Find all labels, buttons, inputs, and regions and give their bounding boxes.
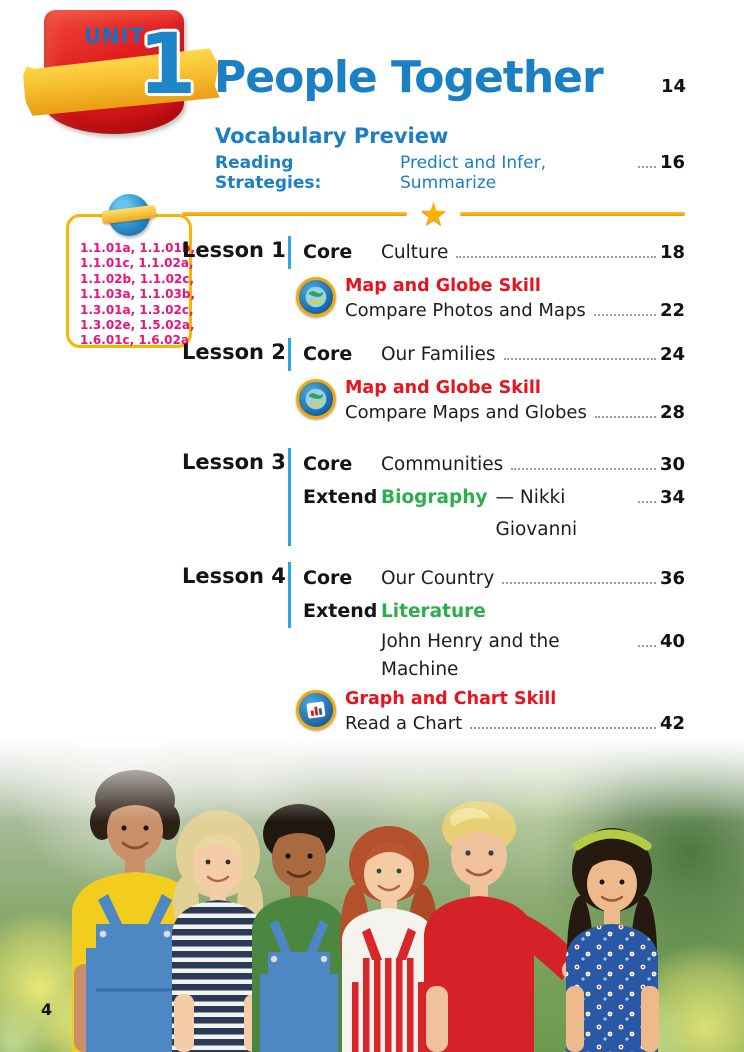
divider-line [182,212,407,216]
toc-entry-page: 40 [659,631,685,652]
children-photo [0,742,744,1052]
toc-entry-page: 28 [659,402,685,423]
skill-block [296,377,685,426]
unit-badge [44,10,197,134]
skill-entry: Read a Chart [345,713,463,734]
extend-tag: Extend [303,486,378,508]
dot-leader [638,166,656,168]
core-tag: Core [303,343,353,365]
lesson-2-row [182,338,685,371]
graph-and-chart-skill-icon [296,690,336,730]
skill-block [296,275,685,324]
child-girl-red-overalls [340,826,438,1052]
map-and-globe-skill-icon [296,379,336,419]
globe-icon [108,194,150,236]
extend-tag: Extend [303,600,378,622]
toc-entry-page: 36 [659,568,685,589]
toc-entry-title: Communities [381,454,504,475]
toc-entry-genre: Biography [381,487,488,508]
map-and-globe-skill-icon [296,277,336,317]
standards-codes: 1.3.01a, 1.3.02c, [80,302,194,317]
toc-subentry-row [381,628,685,684]
skill-block [296,688,685,737]
dot-leader [470,727,656,729]
dot-leader [504,358,656,360]
toc-entry-page: 34 [659,487,685,508]
dot-leader [638,501,656,503]
table-of-contents [182,236,685,825]
standards-codes: 1.1.01a, 1.1.01b, [80,241,196,255]
star-icon: ★ [419,195,448,233]
lesson-2-label: Lesson 2 [182,340,286,364]
core-tag: Core [303,453,353,475]
lesson-4-row [182,562,685,628]
standards-codes: 1.6.01c, 1.6.02a [80,333,189,348]
toc-entry-title: Our Families [381,344,496,365]
reading-strategies-value: Predict and Infer, Summarize [400,153,546,193]
dot-leader [594,314,656,316]
reading-strategies-label: Reading Strategies: [215,153,322,193]
page-title: People Together [214,52,603,103]
dot-leader [456,256,656,258]
toc-entry-genre: Literature [381,601,486,622]
star-divider [182,195,685,233]
dot-leader [638,645,656,647]
toc-entry-page: 22 [659,300,685,321]
standards-codes: 1.3.02e, 1.5.02a, [80,318,195,333]
skill-name: Map and Globe Skill [345,276,541,296]
lesson-3-row [182,448,685,546]
toc-entry-page: 18 [659,242,685,263]
skill-entry: Compare Photos and Maps [345,300,586,321]
dot-leader [595,416,656,418]
toc-entry-title: — Nikki Giovanni [495,487,578,540]
toc-entry-title: Our Country [381,568,495,589]
skill-name: Graph and Chart Skill [345,689,557,709]
reading-strategies-page: 16 [659,152,685,173]
vocabulary-preview-heading: Vocabulary Preview [215,124,449,148]
reading-strategies-row [215,152,685,193]
toc-entry-title: Culture [381,242,449,263]
child-girl-blue-dress [566,828,659,1052]
lesson-4-label: Lesson 4 [182,564,286,588]
lesson-3-label: Lesson 3 [182,450,286,474]
lesson-1-label: Lesson 1 [182,238,286,262]
toc-entry-page: 42 [659,713,685,734]
unit-badge-label: UNIT [84,24,145,48]
core-tag: Core [303,241,353,263]
standards-codes: 1.1.01c, 1.1.02a, [80,256,194,271]
standards-codes: 1.1.02b, 1.1.02c, [80,271,195,286]
dot-leader [511,468,656,470]
skill-name: Map and Globe Skill [345,378,541,398]
child-girl-striped-shirt [172,810,264,1052]
toc-entry-page: 24 [659,344,685,365]
divider-line [460,212,685,216]
dot-leader [502,582,656,584]
toc-entry-page: 30 [659,454,685,475]
core-tag: Core [303,567,353,589]
child-boy-green-shirt [252,804,346,1052]
folio-page-number: 4 [41,1000,53,1019]
unit-badge-number: 1 [138,15,197,113]
skill-entry: Compare Maps and Globes [345,402,587,423]
lesson-1-row [182,236,685,269]
standards-codes: 1.1.03a, 1.1.03b, [80,287,196,302]
toc-entry-title: John Henry and the Machine [381,631,560,680]
title-page-number: 14 [660,76,686,97]
